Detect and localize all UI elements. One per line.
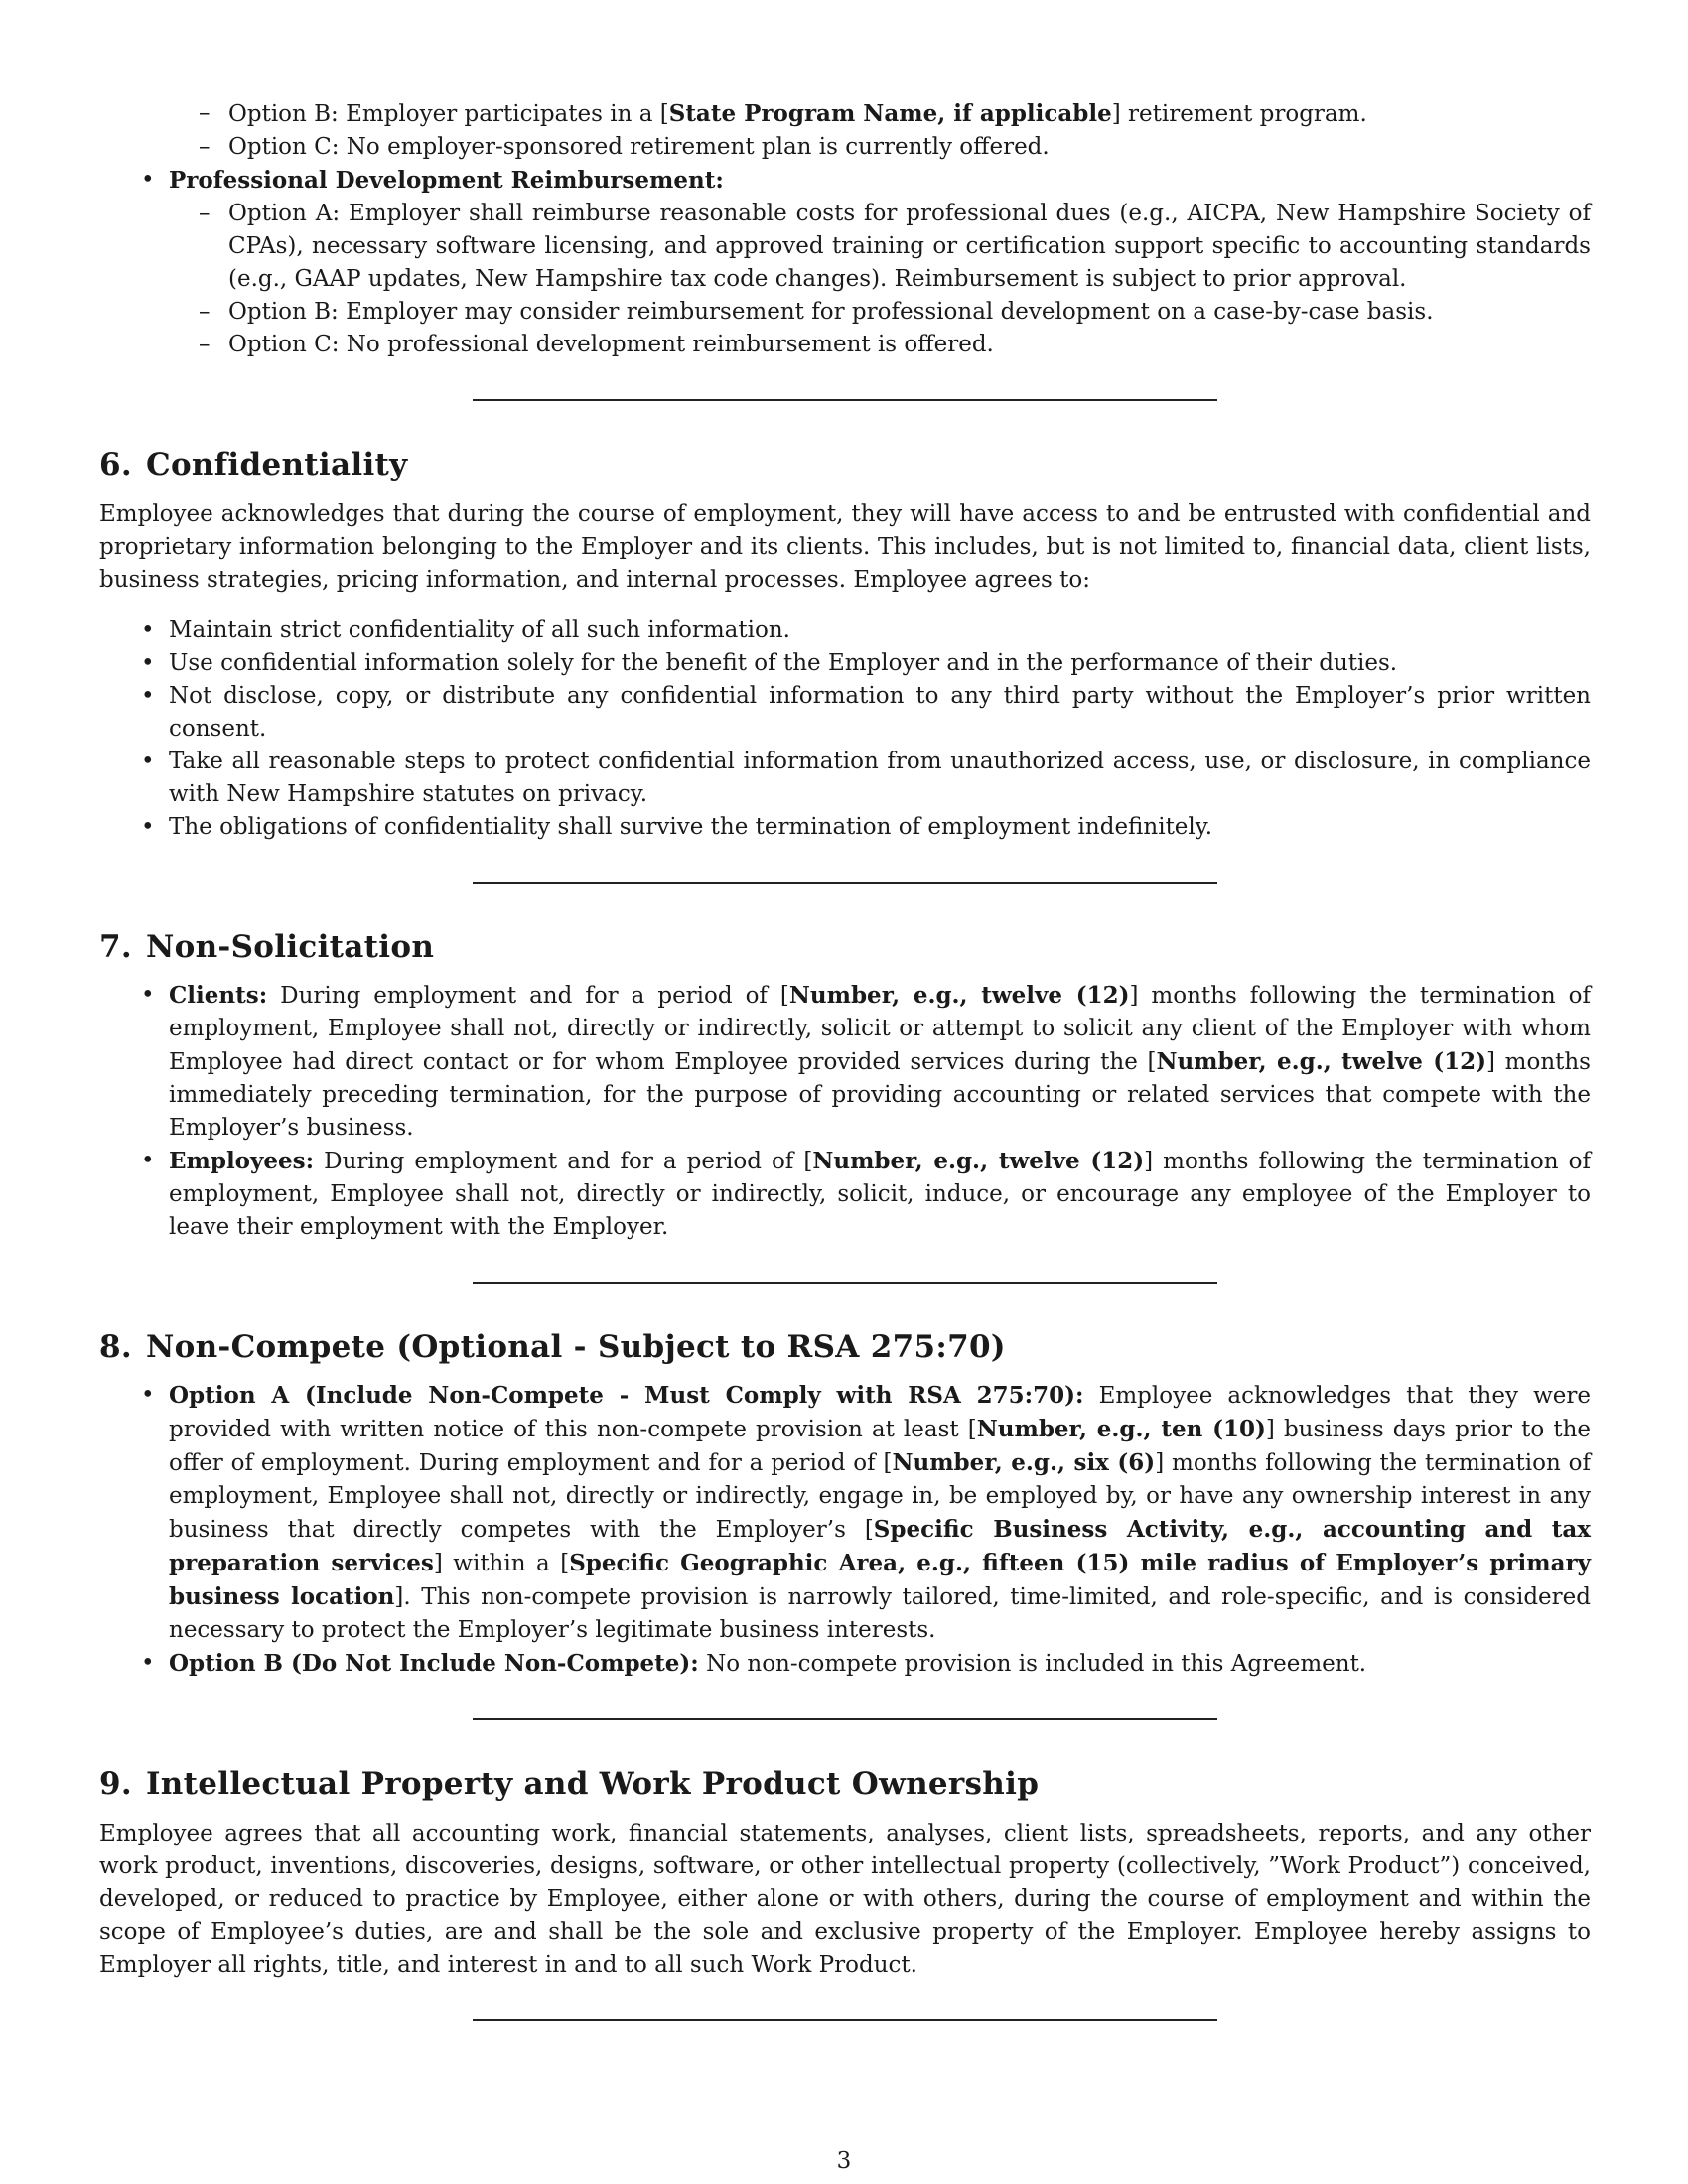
list-item [99, 164, 1591, 361]
list-item: – Option C: No professional development reimbursement is offered. [99, 329, 1591, 361]
retirement-options-list [99, 97, 1591, 164]
section-divider [473, 399, 1217, 401]
list-item: – Option C: No employer-sponsored retirement plan is currently offered. [99, 131, 1591, 164]
non-compete-list [99, 1379, 1591, 1681]
list-item: • The obligations of confidentiality shall survive the termination of employment indefinitely. [99, 811, 1591, 844]
confidentiality-list [99, 614, 1591, 844]
list-item: – Option B: Employer participates in a [State Program Name, if applicable] retirement program. [99, 97, 1591, 131]
non-solicitation-list [99, 979, 1591, 1244]
section-paragraph: Employee acknowledges that during the course of employment, they will have access to and be entrusted with confidential and proprietary information belonging to the Employer and its clients. This includes, but is not limited to, financial data, client lists, business strategies, pricing information, and internal processes. Employee agrees to: [99, 501, 1591, 593]
page-number: 3 [836, 2148, 852, 2174]
list-item: • Take all reasonable steps to protect confidential information from unauthorized access, use, or disclosure, in compliance with New Hampshire statutes on privacy. [99, 746, 1591, 811]
section-divider [473, 2019, 1217, 2021]
list-item: – Option A: Employer shall reimburse reasonable costs for professional dues (e.g., AICPA, New Hampshire Society of CPAs), necessary software licensing, and approved training or certification support specific to accounting standards (e.g., GAAP updates, New Hampshire tax code changes). Reimbursement is subject to prior approval. [99, 198, 1591, 296]
list-item: • Use confidential information solely for the benefit of the Employer and in the performance of their duties. [99, 647, 1591, 680]
list-item: • Option A (Include Non-Compete - Must Comply with RSA 275:70): Employee acknowledges that they were provided with written notice of this non-compete provision at least [Number, e.g., ten (10)] business days prior to the offer of employment. During employment and for a period of [Number, e.g., six (6)] months following the termination of employment, Employee shall not, directly or indirectly, engage in, be employed by, or have any ownership interest in any business that directly competes with the Employer’s [Specific Business Activity, e.g., accounting and tax preparation services] within a [Specific Geographic Area, e.g., fifteen (15) mile radius of Employer’s primary business location]. This non-compete provision is narrowly tailored, time-limited, and role-specific, and is considered necessary to protect the Employer’s legitimate business interests. [99, 1379, 1591, 1647]
section-heading: 7. Non-Solicitation [99, 929, 435, 965]
list-item: • Employees: During employment and for a period of [Number, e.g., twelve (12)] months following the termination of employment, Employee shall not, directly or indirectly, solicit, induce, or encourage any employee of the Employer to leave their employment with the Employer. [99, 1145, 1591, 1244]
benefits-list [99, 164, 1591, 361]
section-paragraph: Employee agrees that all accounting work, financial statements, analyses, client lists, spreadsheets, reports, and any other work product, inventions, discoveries, designs, software, or other intellectual property (collectively, ”Work Product”) conceived, developed, or reduced to practice by Employee, either alone or with others, during the course of employment and within the scope of Employee’s duties, are and shall be the sole and exclusive property of the Employer. Employee hereby assigns to Employer all rights, title, and interest in and to all such Work Product. [99, 1821, 1591, 1978]
section-divider [473, 882, 1217, 884]
section-heading: 6. Confidentiality [99, 447, 408, 482]
section-divider [473, 1718, 1217, 1720]
list-item: • Maintain strict confidentiality of all such information. [99, 614, 1591, 647]
section-heading: 9. Intellectual Property and Work Product Ownership [99, 1766, 1040, 1802]
prof-dev-options [99, 198, 1591, 361]
section-divider [473, 1282, 1217, 1284]
list-item: • Clients: During employment and for a period of [Number, e.g., twelve (12)] months following the termination of employment, Employee shall not, directly or indirectly, solicit or attempt to solicit any client of the Employer with whom Employee had direct contact or for whom Employee provided services during the [Number, e.g., twelve (12)] months immediately preceding termination, for the purpose of providing accounting or related services that compete with the Employer’s business. [99, 979, 1591, 1145]
document-page [99, 97, 1591, 2021]
prof-dev-heading: Professional Development Reimbursement: [169, 167, 724, 194]
section-heading: 8. Non-Compete (Optional - Subject to RSA 275:70) [99, 1329, 1006, 1365]
list-item: – Option B: Employer may consider reimbursement for professional development on a case-by-case basis. [99, 296, 1591, 329]
list-item: • Option B (Do Not Include Non-Compete): No non-compete provision is included in this Agreement. [99, 1647, 1591, 1681]
list-item: • Not disclose, copy, or distribute any confidential information to any third party without the Employer’s prior written consent. [99, 680, 1591, 746]
